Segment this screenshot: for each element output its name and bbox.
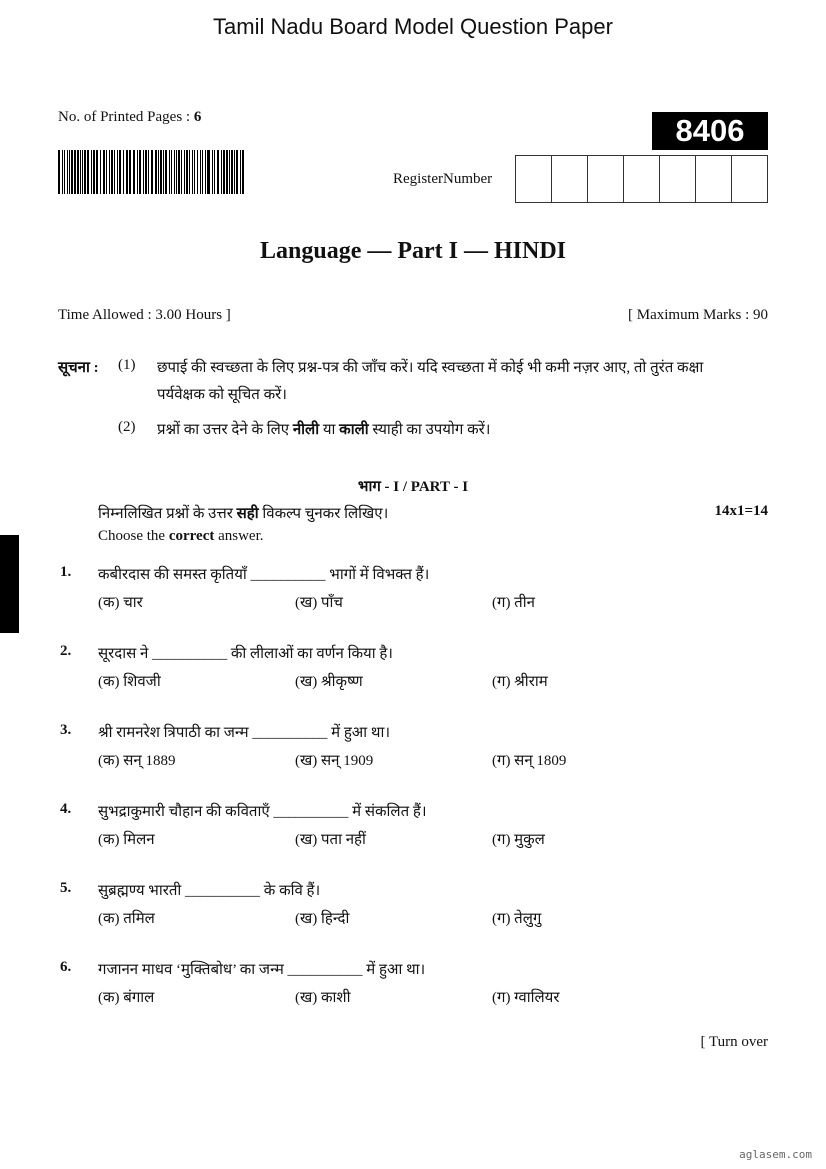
barcode-bar [174, 150, 175, 194]
answer-option: (क) शिवजी [98, 674, 161, 690]
barcode-bar [100, 150, 101, 194]
register-digit-box[interactable] [516, 156, 552, 202]
answer-option: (क) बंगाल [98, 990, 155, 1006]
barcode-bar [67, 150, 68, 194]
register-digit-box[interactable] [624, 156, 660, 202]
barcode-bar [133, 150, 134, 194]
barcode-bar [97, 150, 98, 194]
answer-option: (ग) तीन [492, 595, 535, 611]
barcode-bar [134, 150, 135, 194]
answer-option: (ख) सन् 1909 [295, 753, 374, 769]
question-number: 2. [60, 643, 72, 659]
register-number-boxes[interactable] [515, 155, 768, 203]
answer-option: (क) सन् 1889 [98, 753, 176, 769]
answer-option: (ग) मुकुल [492, 832, 545, 848]
question-number: 5. [60, 880, 72, 896]
barcode-bar [80, 150, 81, 194]
barcode-bar [77, 150, 79, 194]
barcode-bar [137, 150, 138, 194]
barcode-bar [176, 150, 177, 194]
barcode [58, 150, 246, 194]
barcode-bar [217, 150, 218, 194]
answer-option: (ख) पाँच [295, 595, 343, 611]
barcode-bar [184, 150, 185, 194]
instruction-1-line2: पर्यवेक्षक को सूचित करें। [157, 387, 287, 403]
barcode-bar [111, 150, 113, 194]
barcode-bar [129, 150, 130, 194]
barcode-bar [117, 150, 118, 194]
answer-option: (ग) सन् 1809 [492, 753, 567, 769]
barcode-bar [123, 150, 124, 194]
barcode-bar [62, 150, 63, 194]
barcode-bar [71, 150, 73, 194]
barcode-bar [205, 150, 206, 194]
barcode-bar [200, 150, 201, 194]
register-number-label: RegisterNumber [393, 171, 493, 187]
barcode-bar [126, 150, 128, 194]
barcode-bar [74, 150, 76, 194]
part-heading: भाग - I / PART - I [357, 479, 469, 495]
barcode-bar [139, 150, 141, 194]
answer-option: (ग) श्रीराम [492, 674, 548, 690]
register-digit-box[interactable] [588, 156, 624, 202]
part-marks: 14x1=14 [714, 503, 768, 519]
barcode-bar [208, 150, 209, 194]
barcode-bar [234, 150, 235, 194]
register-digit-box[interactable] [552, 156, 588, 202]
register-digit-box[interactable] [660, 156, 696, 202]
answer-option: (क) तमिल [98, 911, 155, 927]
barcode-bar [236, 150, 238, 194]
question-text: गजानन माधव ‘मुक्तिबोध’ का जन्म __________ में हुआ था। [98, 962, 426, 978]
answer-option: (क) चार [98, 595, 143, 611]
barcode-bar [189, 150, 190, 194]
answer-option: (ख) श्रीकृष्ण [295, 674, 363, 690]
answer-option: (ख) काशी [295, 990, 351, 1006]
barcode-bar [96, 150, 97, 194]
barcode-bar [207, 150, 208, 194]
barcode-bar [240, 150, 241, 194]
question-number: 6. [60, 959, 72, 975]
barcode-bar [194, 150, 195, 194]
barcode-bar [106, 150, 107, 194]
printed-pages-value: 6 [193, 109, 202, 125]
answer-option: (ख) हिन्दी [295, 911, 350, 927]
printed-pages [58, 109, 201, 126]
barcode-bar [64, 150, 65, 194]
part-instruction-english: Choose the correct answer. [98, 528, 264, 544]
question-text: सूरदास ने __________ की लीलाओं का वर्णन किया है। [98, 646, 393, 662]
page-header-title: Tamil Nadu Board Model Question Paper [213, 14, 613, 39]
answer-option: (क) मिलन [98, 832, 155, 848]
barcode-bar [214, 150, 215, 194]
barcode-bar [192, 150, 193, 194]
barcode-bar [229, 150, 230, 194]
barcode-bar [103, 150, 105, 194]
barcode-bar [181, 150, 182, 194]
question-text: सुभद्राकुमारी चौहान की कविताएँ __________ में संकलित हैं। [98, 804, 427, 820]
instruction-1-num: (1) [118, 357, 136, 373]
answer-option: (ख) पता नहीं [295, 832, 366, 848]
side-marker-bar [0, 535, 19, 633]
maximum-marks: [ Maximum Marks : 90 [628, 307, 768, 323]
question-text: सुब्रह्मण्य भारती __________ के कवि हैं। [98, 883, 321, 899]
paper-code: 8406 [652, 112, 768, 150]
barcode-bar [197, 150, 198, 194]
barcode-bar [58, 150, 60, 194]
instruction-2-text: प्रश्नों का उत्तर देने के लिए नीली या काली स्याही का उपयोग करें। [157, 422, 491, 438]
barcode-bar [186, 150, 188, 194]
barcode-bar [91, 150, 92, 194]
watermark: aglasem.com [739, 1148, 812, 1161]
time-allowed: Time Allowed : 3.00 Hours ] [58, 307, 231, 323]
barcode-bar [178, 150, 180, 194]
barcode-bar [148, 150, 149, 194]
barcode-bar [158, 150, 159, 194]
answer-option: (ग) तेलुगु [492, 911, 542, 927]
barcode-bar [114, 150, 115, 194]
barcode-bar [145, 150, 147, 194]
paper-title: Language — Part I — HINDI [259, 238, 566, 264]
barcode-bar [155, 150, 157, 194]
instruction-2-num: (2) [118, 419, 136, 435]
answer-option: (ग) ग्वालियर [492, 990, 560, 1006]
question-text: कबीरदास की समस्त कृतियाँ __________ भागों में विभक्त हैं। [98, 567, 430, 583]
barcode-bar [221, 150, 222, 194]
barcode-bar [119, 150, 121, 194]
barcode-bar [151, 150, 153, 194]
question-number: 4. [60, 801, 72, 817]
turn-over: [ Turn over [700, 1034, 768, 1050]
barcode-bar [231, 150, 233, 194]
barcode-bar [163, 150, 164, 194]
barcode-bar [109, 150, 110, 194]
barcode-bar [82, 150, 83, 194]
part-instruction-hindi: निम्नलिखित प्रश्नों के उत्तर सही विकल्प चुनकर लिखिए। [98, 506, 389, 522]
barcode-bar [143, 150, 144, 194]
barcode-bar [93, 150, 94, 194]
barcode-bar [69, 150, 71, 194]
instructions-label: सूचना : [58, 360, 99, 376]
question-number: 3. [60, 722, 72, 738]
barcode-bar [160, 150, 161, 194]
question-text: श्री रामनरेश त्रिपाठी का जन्म __________ में हुआ था। [98, 725, 391, 741]
barcode-bar [212, 150, 213, 194]
barcode-bar [242, 150, 244, 194]
register-digit-box[interactable] [696, 156, 732, 202]
barcode-bar [130, 150, 131, 194]
barcode-bar [171, 150, 172, 194]
printed-pages-label: No. of Printed Pages : [58, 109, 194, 125]
barcode-bar [226, 150, 228, 194]
barcode-bar [87, 150, 89, 194]
barcode-bar [202, 150, 203, 194]
barcode-bar [84, 150, 86, 194]
instruction-1-line1: छपाई की स्वच्छता के लिए प्रश्न-पत्र की जाँच करें। यदि स्वच्छता में कोई भी कमी नज़र आए, तो तुरंत कक्षा [157, 360, 704, 376]
register-digit-box[interactable] [732, 156, 767, 202]
barcode-bar [169, 150, 170, 194]
question-number: 1. [60, 564, 72, 580]
barcode-bar [165, 150, 167, 194]
barcode-bar [223, 150, 225, 194]
